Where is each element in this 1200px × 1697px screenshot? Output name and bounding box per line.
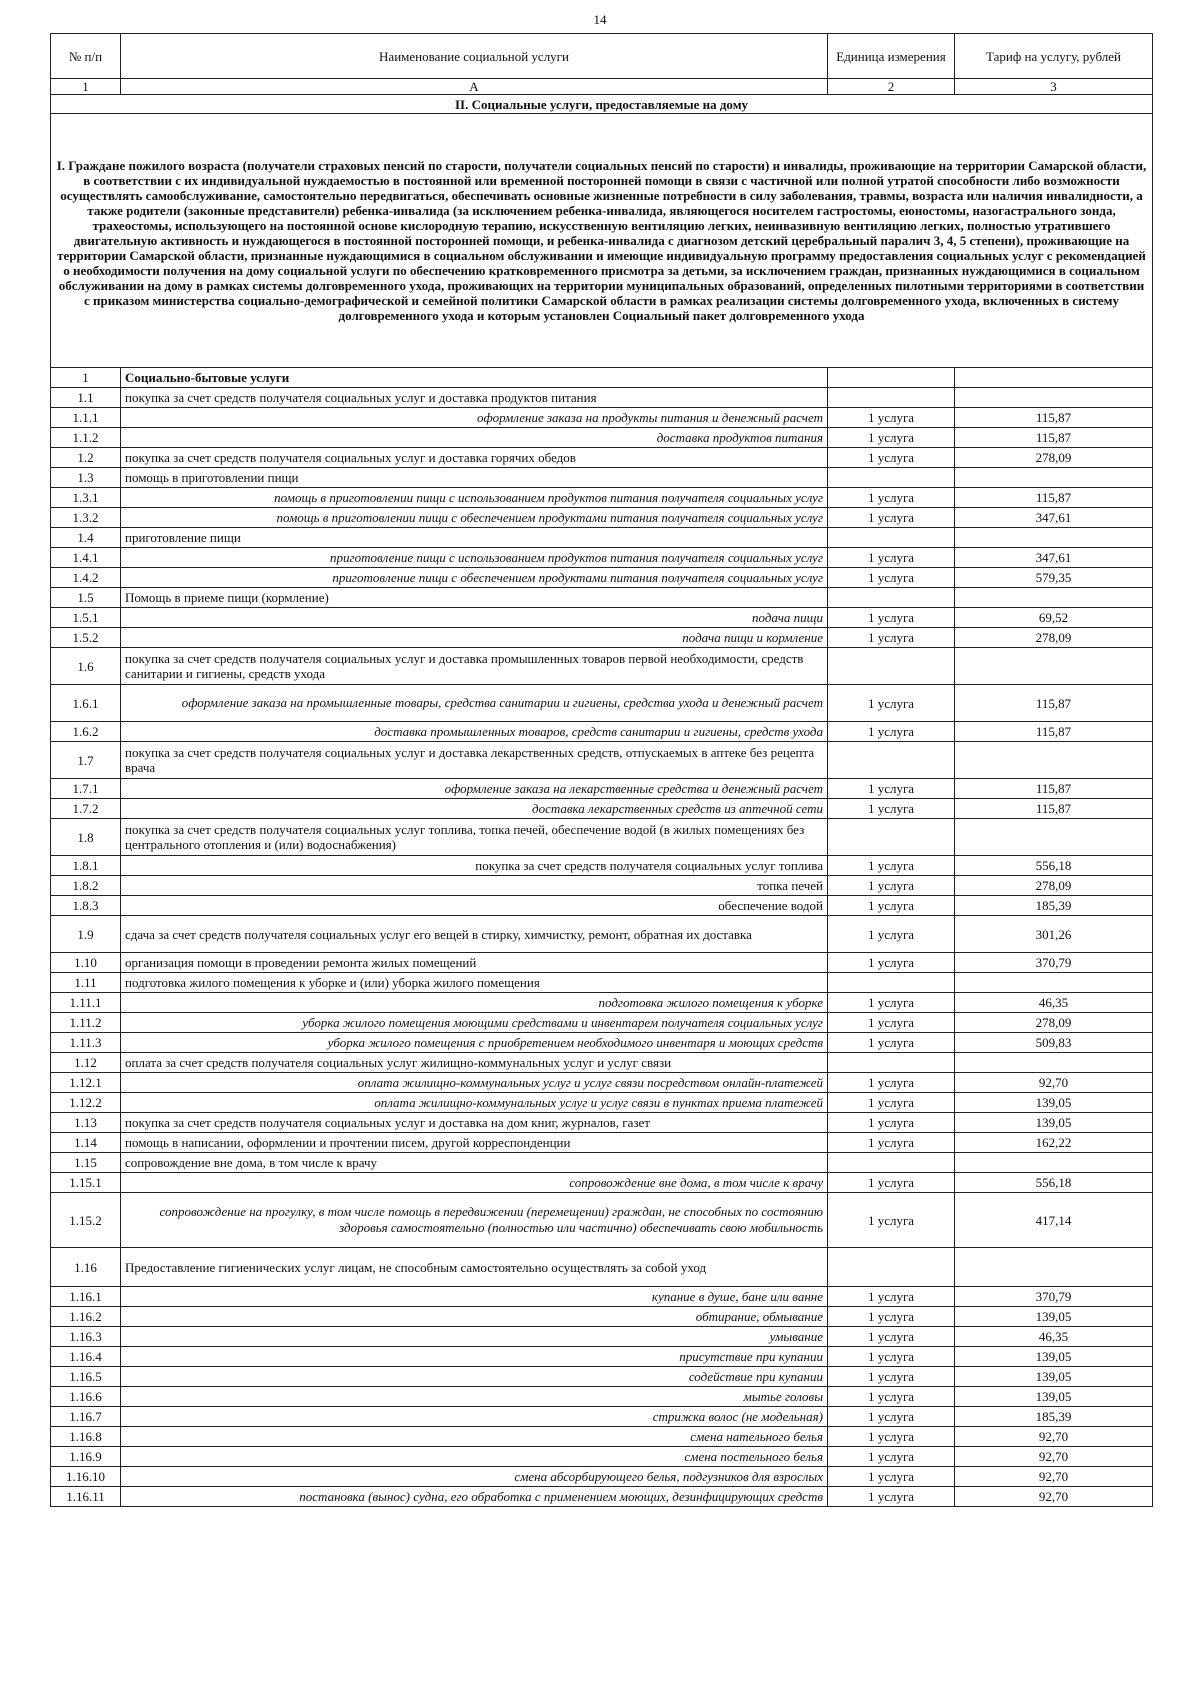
table-row	[51, 1367, 1153, 1387]
service-name: топка печей	[121, 876, 828, 896]
tariff-value	[955, 973, 1153, 993]
table-row	[51, 799, 1153, 819]
row-number: 1.6	[51, 648, 121, 685]
service-name: покупка за счет средств получателя социальных услуг и доставка промышленных товаров первой необходимости, средств санитарии и гигиены, средств ухода	[121, 648, 828, 685]
service-name: постановка (вынос) судна, его обработка с применением моющих, дезинфицирующих средств	[121, 1487, 828, 1507]
unit-of-measure: 1 услуга	[828, 1447, 955, 1467]
table-row	[51, 1487, 1153, 1507]
unit-of-measure: 1 услуга	[828, 1033, 955, 1053]
unit-of-measure	[828, 648, 955, 685]
table-row	[51, 1407, 1153, 1427]
tariff-value: 162,22	[955, 1133, 1153, 1153]
table-row	[51, 548, 1153, 568]
row-number: 1.15.2	[51, 1193, 121, 1248]
unit-of-measure: 1 услуга	[828, 685, 955, 722]
tariff-value: 115,87	[955, 408, 1153, 428]
tariff-value	[955, 528, 1153, 548]
table-row	[51, 468, 1153, 488]
service-name: покупка за счет средств получателя социальных услуг и доставка лекарственных средств, отпускаемых в аптеке без рецепта врача	[121, 742, 828, 779]
service-name: мытье головы	[121, 1387, 828, 1407]
table-row	[51, 1193, 1153, 1248]
row-number: 1.11	[51, 973, 121, 993]
table-row	[51, 742, 1153, 779]
tariff-value: 139,05	[955, 1347, 1153, 1367]
tariff-value: 370,79	[955, 1287, 1153, 1307]
row-number: 1.11.1	[51, 993, 121, 1013]
tariff-value	[955, 1248, 1153, 1287]
unit-of-measure: 1 услуга	[828, 1307, 955, 1327]
row-number: 1.16.9	[51, 1447, 121, 1467]
table-row	[51, 1033, 1153, 1053]
row-number: 1.15	[51, 1153, 121, 1173]
unit-of-measure	[828, 528, 955, 548]
row-number: 1.4.2	[51, 568, 121, 588]
table-row	[51, 1133, 1153, 1153]
unit-of-measure	[828, 973, 955, 993]
service-name: смена нательного белья	[121, 1427, 828, 1447]
row-number: 1.14	[51, 1133, 121, 1153]
unit-of-measure	[828, 588, 955, 608]
table-row	[51, 1327, 1153, 1347]
row-number: 1	[51, 368, 121, 388]
service-name: присутствие при купании	[121, 1347, 828, 1367]
row-number: 1.7	[51, 742, 121, 779]
tariff-value: 185,39	[955, 896, 1153, 916]
row-number: 1.1.2	[51, 428, 121, 448]
section-title-row	[51, 95, 1153, 114]
service-name: доставка лекарственных средств из аптечной сети	[121, 799, 828, 819]
unit-of-measure: 1 услуга	[828, 508, 955, 528]
service-name: оформление заказа на лекарственные средства и денежный расчет	[121, 779, 828, 799]
row-number: 1.4.1	[51, 548, 121, 568]
unit-of-measure: 1 услуга	[828, 428, 955, 448]
table-row	[51, 973, 1153, 993]
service-name: оплата жилищно-коммунальных услуг и услуг связи в пунктах приема платежей	[121, 1093, 828, 1113]
unit-of-measure	[828, 368, 955, 388]
section-title: II. Социальные услуги, предоставляемые на дому	[51, 95, 1153, 114]
table-row	[51, 508, 1153, 528]
unit-of-measure: 1 услуга	[828, 568, 955, 588]
unit-of-measure: 1 услуга	[828, 1073, 955, 1093]
unit-of-measure: 1 услуга	[828, 896, 955, 916]
tariff-value	[955, 388, 1153, 408]
row-number: 1.5	[51, 588, 121, 608]
table-row	[51, 779, 1153, 799]
tariff-value	[955, 819, 1153, 856]
tariff-value: 417,14	[955, 1193, 1153, 1248]
tariff-value: 92,70	[955, 1427, 1153, 1447]
row-number: 1.5.1	[51, 608, 121, 628]
unit-of-measure: 1 услуга	[828, 1467, 955, 1487]
service-name: покупка за счет средств получателя социальных услуг топлива	[121, 856, 828, 876]
service-name: оформление заказа на промышленные товары, средства санитарии и гигиены, средства ухода и денежный расчет	[121, 685, 828, 722]
table-row	[51, 648, 1153, 685]
row-number: 1.6.2	[51, 722, 121, 742]
table-row	[51, 1447, 1153, 1467]
table-row	[51, 1467, 1153, 1487]
table-row	[51, 1113, 1153, 1133]
table-row	[51, 608, 1153, 628]
row-number: 1.15.1	[51, 1173, 121, 1193]
tariff-value: 185,39	[955, 1407, 1153, 1427]
header-name: Наименование социальной услуги	[121, 34, 828, 79]
unit-of-measure: 1 услуга	[828, 779, 955, 799]
unit-of-measure: 1 услуга	[828, 608, 955, 628]
table-row	[51, 856, 1153, 876]
tariff-value: 115,87	[955, 685, 1153, 722]
tariff-value: 115,87	[955, 428, 1153, 448]
tariff-value: 278,09	[955, 876, 1153, 896]
unit-of-measure	[828, 819, 955, 856]
service-name: доставка промышленных товаров, средств санитарии и гигиены, средств ухода	[121, 722, 828, 742]
row-number: 1.16.10	[51, 1467, 121, 1487]
table-row	[51, 819, 1153, 856]
tariff-value	[955, 1053, 1153, 1073]
unit-of-measure: 1 услуга	[828, 856, 955, 876]
table-row	[51, 1173, 1153, 1193]
unit-of-measure: 1 услуга	[828, 1347, 955, 1367]
unit-of-measure: 1 услуга	[828, 1113, 955, 1133]
row-number: 1.12	[51, 1053, 121, 1073]
tariff-value: 278,09	[955, 1013, 1153, 1033]
table-row	[51, 876, 1153, 896]
tariff-value: 115,87	[955, 488, 1153, 508]
service-name: подача пищи	[121, 608, 828, 628]
tariff-value: 115,87	[955, 779, 1153, 799]
service-name: сопровождение вне дома, в том числе к врачу	[121, 1173, 828, 1193]
tariff-value: 139,05	[955, 1093, 1153, 1113]
tariff-value	[955, 1153, 1153, 1173]
unit-of-measure: 1 услуга	[828, 628, 955, 648]
row-number: 1.8.1	[51, 856, 121, 876]
tariff-value: 115,87	[955, 799, 1153, 819]
header-unit: Единица измерения	[828, 34, 955, 79]
service-name: помощь в приготовлении пищи с обеспечением продуктами питания получателя социальных услуг	[121, 508, 828, 528]
row-number: 1.3.1	[51, 488, 121, 508]
table-row	[51, 428, 1153, 448]
service-name: уборка жилого помещения моющими средствами и инвентарем получателя социальных услуг	[121, 1013, 828, 1033]
service-name: Помощь в приеме пищи (кормление)	[121, 588, 828, 608]
table-row	[51, 953, 1153, 973]
table-row	[51, 1073, 1153, 1093]
tariff-value: 139,05	[955, 1113, 1153, 1133]
row-number: 1.9	[51, 916, 121, 953]
row-number: 1.11.3	[51, 1033, 121, 1053]
table-row	[51, 896, 1153, 916]
row-number: 1.16.5	[51, 1367, 121, 1387]
service-name: смена постельного белья	[121, 1447, 828, 1467]
category-description: I. Граждане пожилого возраста (получатели страховых пенсий по старости, получатели социальных пенсий по старости) и инвалиды, проживающие на территории Самарской области, в соответствии с их индивидуальной нуждаемостью в постоянной или временной посторонней помощи в связи с частичной или полной утратой способности либо возможности осуществлять самообслуживание, самостоятельно передвигаться, обеспечивать основные жизненные потребности в силу заболевания, травмы, возраста или наличия инвалидности, а также родители (законные представители) ребенка-инвалида (за исключением ребенка-инвалида, являющегося носителем гастростомы, еюностомы, назогастрального зонда, трахеостомы, использующего на постоянной основе кислородную терапию, искусственную вентиляцию легких, неинвазивную вентиляцию легких, полностью утратившего двигательную активность и нуждающегося в постоянной посторонней помощи, и ребенка-инвалида с диагнозом детский церебральный паралич 3, 4, 5 степени), проживающие на территории Самарской области, признанные нуждающимися в социальном обслуживании и имеющие индивидуальную программу предоставления социальных услуг с рекомендацией о необходимости получения на дому социальной услуги по обеспечению кратковременного присмотра за детьми, за исключением граждан, признанных нуждающимися в социальном обслуживании на дому в рамках системы долговременного ухода, проживающих на территории муниципальных образований, определенных пилотными территориями в соответствии с приказом министерства социально-демографической и семейной политики Самарской области в рамках реализации системы долговременного ухода, включенных в систему долговременного ухода и которым установлен Социальный пакет долговременного ухода	[51, 114, 1153, 368]
table-row	[51, 488, 1153, 508]
unit-of-measure: 1 услуга	[828, 1387, 955, 1407]
unit-of-measure: 1 услуга	[828, 1193, 955, 1248]
row-number: 1.16.11	[51, 1487, 121, 1507]
service-name: помощь в приготовлении пищи	[121, 468, 828, 488]
page-number: 14	[593, 12, 607, 27]
tariff-value: 115,87	[955, 722, 1153, 742]
unit-of-measure: 1 услуга	[828, 799, 955, 819]
table-row	[51, 1153, 1153, 1173]
service-name: сопровождение вне дома, в том числе к врачу	[121, 1153, 828, 1173]
table-row	[51, 1347, 1153, 1367]
header-row	[51, 34, 1153, 79]
unit-of-measure: 1 услуга	[828, 953, 955, 973]
service-name: приготовление пищи с использованием продуктов питания получателя социальных услуг	[121, 548, 828, 568]
unit-of-measure: 1 услуга	[828, 916, 955, 953]
service-name: подготовка жилого помещения к уборке и (или) уборка жилого помещения	[121, 973, 828, 993]
unit-of-measure: 1 услуга	[828, 1287, 955, 1307]
tariff-value: 347,61	[955, 548, 1153, 568]
row-number: 1.16.2	[51, 1307, 121, 1327]
unit-of-measure	[828, 1153, 955, 1173]
unit-of-measure: 1 услуга	[828, 488, 955, 508]
service-name: организация помощи в проведении ремонта жилых помещений	[121, 953, 828, 973]
service-name: помощь в приготовлении пищи с использованием продуктов питания получателя социальных услуг	[121, 488, 828, 508]
tariff-value: 46,35	[955, 993, 1153, 1013]
row-number: 1.16.3	[51, 1327, 121, 1347]
service-name: умывание	[121, 1327, 828, 1347]
unit-of-measure	[828, 742, 955, 779]
table-row	[51, 388, 1153, 408]
tariff-value: 278,09	[955, 628, 1153, 648]
row-number: 1.4	[51, 528, 121, 548]
unit-of-measure: 1 услуга	[828, 1487, 955, 1507]
unit-of-measure: 1 услуга	[828, 1327, 955, 1347]
tariff-value: 69,52	[955, 608, 1153, 628]
service-name: стрижка волос (не модельная)	[121, 1407, 828, 1427]
row-number: 1.16.1	[51, 1287, 121, 1307]
tariff-value: 139,05	[955, 1367, 1153, 1387]
tariff-value: 556,18	[955, 856, 1153, 876]
row-number: 1.16	[51, 1248, 121, 1287]
row-number: 1.7.1	[51, 779, 121, 799]
row-number: 1.8.3	[51, 896, 121, 916]
unit-of-measure: 1 услуга	[828, 722, 955, 742]
table-row	[51, 1093, 1153, 1113]
service-name: уборка жилого помещения с приобретением необходимого инвентаря и моющих средств	[121, 1033, 828, 1053]
row-number: 1.16.8	[51, 1427, 121, 1447]
service-name: подача пищи и кормление	[121, 628, 828, 648]
tariff-table	[50, 33, 1153, 1507]
service-name: помощь в написании, оформлении и прочтении писем, другой корреспонденции	[121, 1133, 828, 1153]
service-name: покупка за счет средств получателя социальных услуг и доставка на дом книг, журналов, газет	[121, 1113, 828, 1133]
header-tariff: Тариф на услугу, рублей	[955, 34, 1153, 79]
tariff-value	[955, 648, 1153, 685]
column-number: 1	[51, 79, 121, 95]
service-name: сдача за счет средств получателя социальных услуг его вещей в стирку, химчистку, ремонт, обратная их доставка	[121, 916, 828, 953]
tariff-value: 347,61	[955, 508, 1153, 528]
table-row	[51, 1307, 1153, 1327]
tariff-value: 370,79	[955, 953, 1153, 973]
unit-of-measure	[828, 1053, 955, 1073]
row-number: 1.6.1	[51, 685, 121, 722]
table-row	[51, 628, 1153, 648]
tariff-value: 301,26	[955, 916, 1153, 953]
row-number: 1.8	[51, 819, 121, 856]
service-name: обеспечение водой	[121, 896, 828, 916]
service-name: подготовка жилого помещения к уборке	[121, 993, 828, 1013]
row-number: 1.7.2	[51, 799, 121, 819]
header-num: № п/п	[51, 34, 121, 79]
tariff-value: 579,35	[955, 568, 1153, 588]
service-name: покупка за счет средств получателя социальных услуг топлива, топка печей, обеспечение водой (в жилых помещениях без центрального отопления и (или) водоснабжения)	[121, 819, 828, 856]
row-number: 1.1.1	[51, 408, 121, 428]
unit-of-measure: 1 услуга	[828, 448, 955, 468]
unit-of-measure: 1 услуга	[828, 548, 955, 568]
table-row	[51, 588, 1153, 608]
table-row	[51, 1248, 1153, 1287]
service-name: приготовление пищи	[121, 528, 828, 548]
service-name: сопровождение на прогулку, в том числе помощь в передвижении (перемещении) граждан, не способных по состоянию здоровья самостоятельно (полностью или частично) обеспечивать свою мобильность	[121, 1193, 828, 1248]
row-number: 1.5.2	[51, 628, 121, 648]
unit-of-measure: 1 услуга	[828, 1093, 955, 1113]
service-name: доставка продуктов питания	[121, 428, 828, 448]
service-name: оплата за счет средств получателя социальных услуг жилищно-коммунальных услуг и услуг связи	[121, 1053, 828, 1073]
table-row	[51, 528, 1153, 548]
table-row	[51, 368, 1153, 388]
service-name: Социально-бытовые услуги	[121, 368, 828, 388]
table-row	[51, 916, 1153, 953]
tariff-value	[955, 588, 1153, 608]
table-row	[51, 993, 1153, 1013]
column-number: 3	[955, 79, 1153, 95]
column-number: А	[121, 79, 828, 95]
unit-of-measure: 1 услуга	[828, 876, 955, 896]
tariff-value: 92,70	[955, 1447, 1153, 1467]
tariff-value: 556,18	[955, 1173, 1153, 1193]
unit-of-measure: 1 услуга	[828, 1013, 955, 1033]
unit-of-measure: 1 услуга	[828, 1407, 955, 1427]
tariff-value: 509,83	[955, 1033, 1153, 1053]
row-number: 1.11.2	[51, 1013, 121, 1033]
table-row	[51, 722, 1153, 742]
tariff-value: 92,70	[955, 1487, 1153, 1507]
unit-of-measure: 1 услуга	[828, 1427, 955, 1447]
table-row	[51, 685, 1153, 722]
column-numbers-row	[51, 79, 1153, 95]
tariff-value	[955, 368, 1153, 388]
service-name: обтирание, обмывание	[121, 1307, 828, 1327]
service-name: смена абсорбирующего белья, подгузников для взрослых	[121, 1467, 828, 1487]
tariff-value: 92,70	[955, 1073, 1153, 1093]
service-name: приготовление пищи с обеспечением продуктами питания получателя социальных услуг	[121, 568, 828, 588]
tariff-value	[955, 742, 1153, 779]
table-row	[51, 408, 1153, 428]
service-name: содействие при купании	[121, 1367, 828, 1387]
unit-of-measure	[828, 468, 955, 488]
column-number: 2	[828, 79, 955, 95]
tariff-value: 92,70	[955, 1467, 1153, 1487]
table-row	[51, 448, 1153, 468]
table-row	[51, 1053, 1153, 1073]
row-number: 1.12.1	[51, 1073, 121, 1093]
service-name: Предоставление гигиенических услуг лицам, не способным самостоятельно осуществлять за собой уход	[121, 1248, 828, 1287]
service-name: купание в душе, бане или ванне	[121, 1287, 828, 1307]
table-row	[51, 1427, 1153, 1447]
tariff-value: 46,35	[955, 1327, 1153, 1347]
unit-of-measure	[828, 1248, 955, 1287]
tariff-value: 139,05	[955, 1387, 1153, 1407]
row-number: 1.16.6	[51, 1387, 121, 1407]
row-number: 1.16.7	[51, 1407, 121, 1427]
service-name: покупка за счет средств получателя социальных услуг и доставка горячих обедов	[121, 448, 828, 468]
table-row	[51, 1013, 1153, 1033]
unit-of-measure: 1 услуга	[828, 1173, 955, 1193]
unit-of-measure: 1 услуга	[828, 1133, 955, 1153]
unit-of-measure	[828, 388, 955, 408]
row-number: 1.3.2	[51, 508, 121, 528]
tariff-value: 278,09	[955, 448, 1153, 468]
table-row	[51, 568, 1153, 588]
table-row	[51, 1287, 1153, 1307]
tariff-value: 139,05	[955, 1307, 1153, 1327]
service-name: покупка за счет средств получателя социальных услуг и доставка продуктов питания	[121, 388, 828, 408]
row-number: 1.3	[51, 468, 121, 488]
unit-of-measure: 1 услуга	[828, 1367, 955, 1387]
row-number: 1.1	[51, 388, 121, 408]
service-name: оформление заказа на продукты питания и денежный расчет	[121, 408, 828, 428]
category-row	[51, 114, 1153, 368]
row-number: 1.13	[51, 1113, 121, 1133]
service-name: оплата жилищно-коммунальных услуг и услуг связи посредством онлайн-платежей	[121, 1073, 828, 1093]
tariff-value	[955, 468, 1153, 488]
row-number: 1.16.4	[51, 1347, 121, 1367]
row-number: 1.2	[51, 448, 121, 468]
table-row	[51, 1387, 1153, 1407]
unit-of-measure: 1 услуга	[828, 408, 955, 428]
unit-of-measure: 1 услуга	[828, 993, 955, 1013]
row-number: 1.8.2	[51, 876, 121, 896]
row-number: 1.12.2	[51, 1093, 121, 1113]
row-number: 1.10	[51, 953, 121, 973]
